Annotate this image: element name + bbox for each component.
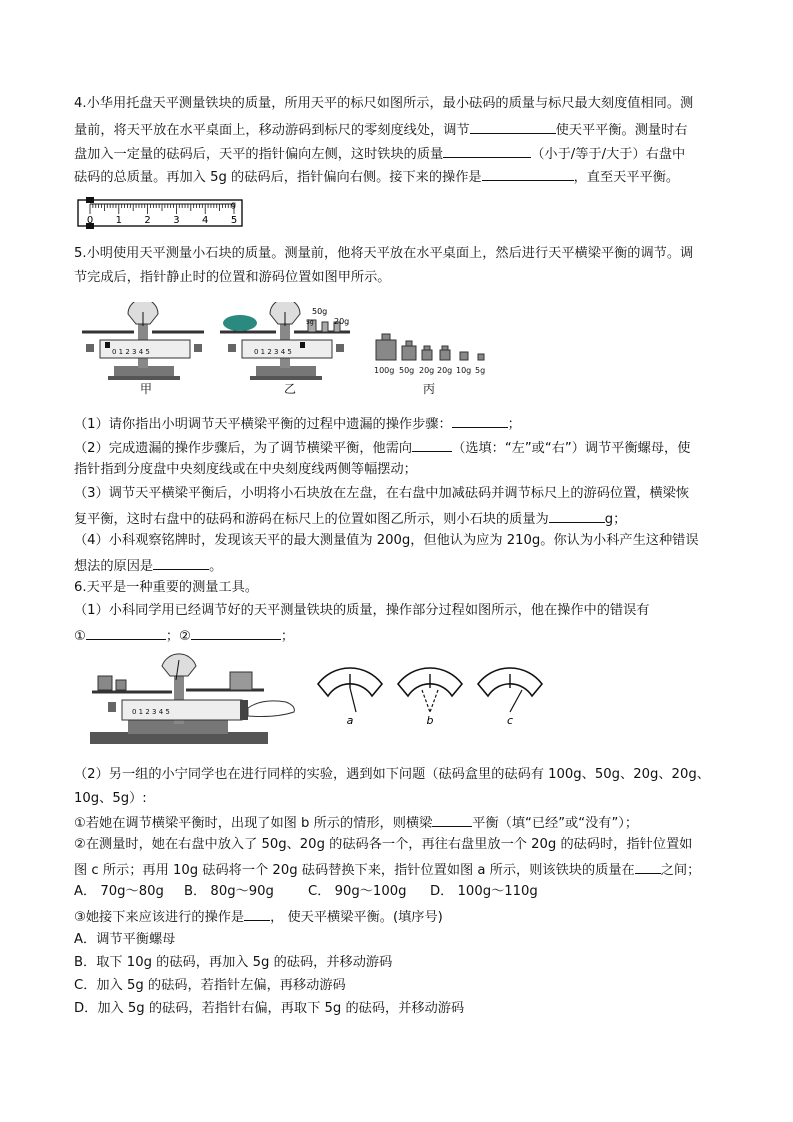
q5-line-1: 5.小明使用天平测量小石块的质量。测量前，他将天平放在水平桌面上，然后进行天平横梁平衡的调节。调 xyxy=(74,246,694,261)
weight-label: 5g xyxy=(475,366,486,375)
q6-text: ① xyxy=(74,629,86,644)
q6-step-3 xyxy=(74,906,443,928)
q6-part-2-cont: 10g、5g）: xyxy=(74,791,147,806)
ruler-label: 2 xyxy=(144,215,151,226)
weight-label: 100g xyxy=(374,366,395,375)
svg-text:0 1 2 3 4 5: 0 1 2 3 4 5 xyxy=(132,708,170,716)
q4-line-2 xyxy=(74,119,688,141)
dial-label: c xyxy=(506,714,514,726)
q4-text: 量前，将天平放在水平桌面上，移动游码到标尺的零刻度线处，调节 xyxy=(74,123,470,138)
option-b[interactable]: B． 80g～90g xyxy=(184,884,274,899)
q6-step-2: ②在测量时，她在右盘中放入了 50g、20g 的砝码各一个，再往右盘里放一个 20g 的砝码时，指针位置如 xyxy=(74,837,693,852)
answer-blank[interactable] xyxy=(452,413,508,428)
q6-text: 平衡（填“已经”或“没有”）； xyxy=(472,816,639,831)
ruler-label: 1 xyxy=(115,215,122,226)
q6-text: ①若她在调节横梁平衡时，出现了如图 b 所示的情形，则横梁 xyxy=(74,816,433,831)
q5-text: （1）请你指出小明调节天平横梁平衡的过程中遗漏的操作步骤： xyxy=(74,417,452,432)
q6-part-1-blanks xyxy=(74,625,294,647)
weight-label: 20g xyxy=(437,366,453,375)
option-a[interactable]: A． 70g～80g xyxy=(74,884,164,899)
q5-part-4-cont xyxy=(74,555,222,577)
q4-text: （小于/等于/大于）右盘中 xyxy=(531,147,686,162)
answer-blank[interactable] xyxy=(432,812,472,827)
weight-label: 50g xyxy=(399,366,415,375)
ruler-label: 3 xyxy=(173,215,180,226)
q5-text: 想法的原因是 xyxy=(74,559,154,574)
dial-label: b xyxy=(426,714,434,726)
q6-text: 之间； xyxy=(660,863,701,878)
q5-text: 。 xyxy=(209,559,223,574)
q5-text: ； xyxy=(507,417,521,432)
q6-part-1: （1）小科同学用已经调节好的天平测量铁块的质量，操作部分过程如图所示，他在操作中的错误有 xyxy=(74,603,650,618)
ruler-label: 0 xyxy=(86,215,94,226)
answer-blank[interactable] xyxy=(244,906,270,921)
q4-text: 砝码的总质量。再加入 5g 的砝码后，指针偏向右侧。接下来的操作是 xyxy=(74,170,482,185)
answer-blank[interactable] xyxy=(443,143,531,158)
pointer-dials-figure xyxy=(310,660,550,726)
figure-caption-b: 乙 xyxy=(284,382,297,396)
q6-text: ； xyxy=(280,629,295,644)
q6-text: 图 c 所示；再用 10g 砝码将一个 20g 砝码替换下来，指针位置如图 a 所示，则该铁块的质量在 xyxy=(74,863,635,878)
answer-blank[interactable] xyxy=(635,859,661,874)
svg-text:0 1 2 3 4 5: 0 1 2 3 4 5 xyxy=(112,348,150,356)
figure-caption-a: 甲 xyxy=(140,382,153,396)
dial-c xyxy=(478,668,542,726)
q4-text: ，直至天平平衡。 xyxy=(573,170,680,185)
answer-blank[interactable] xyxy=(153,555,209,570)
q5-part-2 xyxy=(74,437,690,459)
answer-blank[interactable] xyxy=(549,508,605,523)
q6-part-2: （2）另一组的小宁同学也在进行同样的实验，遇到如下问题（砝码盒里的砝码有 100g、50g、20g、20g、 xyxy=(74,767,710,782)
q5-part-3-cont xyxy=(74,508,626,530)
choice-d[interactable]: D．加入 5g 的砝码，若指针右偏，再取下 5g 的砝码，并移动游码 xyxy=(74,1001,465,1016)
q5-line-2: 节完成后，指针静止时的位置和游码位置如图甲所示。 xyxy=(74,270,391,285)
scale-ruler-figure xyxy=(76,195,246,231)
choice-b[interactable]: B．取下 10g 的砝码，再加入 5g 的砝码，并移动游码 xyxy=(74,955,393,970)
option-d[interactable]: D． 100g～110g xyxy=(430,884,538,899)
weight-label: 20g xyxy=(419,366,435,375)
q6-step-1 xyxy=(74,812,638,834)
q6-options-row xyxy=(74,882,538,902)
dial-label: a xyxy=(346,714,354,726)
figure-caption-c: 丙 xyxy=(423,382,436,396)
q6-line-1: 6.天平是一种重要的测量工具。 xyxy=(74,580,259,595)
choice-c[interactable]: C．加入 5g 的砝码，若指针左偏，再移动游码 xyxy=(74,978,346,993)
balance-with-hand-figure xyxy=(88,650,300,748)
rider-top xyxy=(86,197,94,203)
q5-text: g； xyxy=(604,512,627,527)
q5-text: （2）完成遗漏的操作步骤后，为了调节横梁平衡，他需向 xyxy=(74,441,413,456)
q6-text: ， 使天平横梁平衡。(填序号) xyxy=(270,910,443,925)
option-c[interactable]: C． 90g～100g xyxy=(308,884,407,899)
q4-line-1: 4.小华用托盘天平测量铁块的质量，所用天平的标尺如图所示，最小砝码的质量与标尺最大刻度值相同。测 xyxy=(74,96,694,111)
q5-part-4: （4）小科观察铭牌时，发现该天平的最大测量值为 200g，但他认为应为 210g。你认为小科产生这种错误 xyxy=(74,533,699,548)
scale-unit: g xyxy=(231,200,237,209)
q5-part-1 xyxy=(74,413,521,435)
q6-text: ；② xyxy=(165,629,191,644)
weight-label: 50g xyxy=(312,307,328,316)
q5-text: 复平衡，这时右盘中的砝码和游码在标尺上的位置如图乙所示，则小石块的质量为 xyxy=(74,512,549,527)
answer-blank[interactable] xyxy=(470,119,556,134)
weight-set-figure xyxy=(372,320,492,380)
answer-blank[interactable] xyxy=(191,625,281,640)
choice-a[interactable]: A．调节平衡螺母 xyxy=(74,932,176,947)
q4-text: 盘加入一定量的砝码后，天平的指针偏向左侧，这时铁块的质量 xyxy=(74,147,444,162)
q6-step-2-cont xyxy=(74,859,700,881)
answer-blank[interactable] xyxy=(86,625,166,640)
dial-a xyxy=(318,668,382,726)
q5-part-3: （3）调节天平横梁平衡后，小明将小石块放在左盘，在右盘中加减砝码并调节标尺上的游码位置，横梁恢 xyxy=(74,486,690,501)
q4-text: 使天平平衡。测量时右 xyxy=(555,123,688,138)
ruler-label: 4 xyxy=(202,215,209,226)
svg-text:0 1 2 3 4 5: 0 1 2 3 4 5 xyxy=(254,348,292,356)
answer-blank[interactable] xyxy=(482,166,574,181)
weight-label: 20g xyxy=(334,317,350,326)
q4-line-4 xyxy=(74,166,679,188)
dial-b xyxy=(398,668,462,726)
weight-label: 5g xyxy=(306,319,314,326)
stone-icon xyxy=(223,315,257,331)
q4-line-3 xyxy=(74,143,685,165)
q5-text: （选填：“左”或“右”）调节平衡螺母，使 xyxy=(452,441,691,456)
weight-label: 10g xyxy=(456,366,472,375)
ruler-label: 5 xyxy=(230,215,238,226)
q6-text: ③她接下来应该进行的操作是 xyxy=(74,910,245,925)
q5-part-2-cont: 指针指到分度盘中央刻度线或在中央刻度线两侧等幅摆动； xyxy=(74,462,417,477)
answer-blank[interactable] xyxy=(412,437,452,452)
